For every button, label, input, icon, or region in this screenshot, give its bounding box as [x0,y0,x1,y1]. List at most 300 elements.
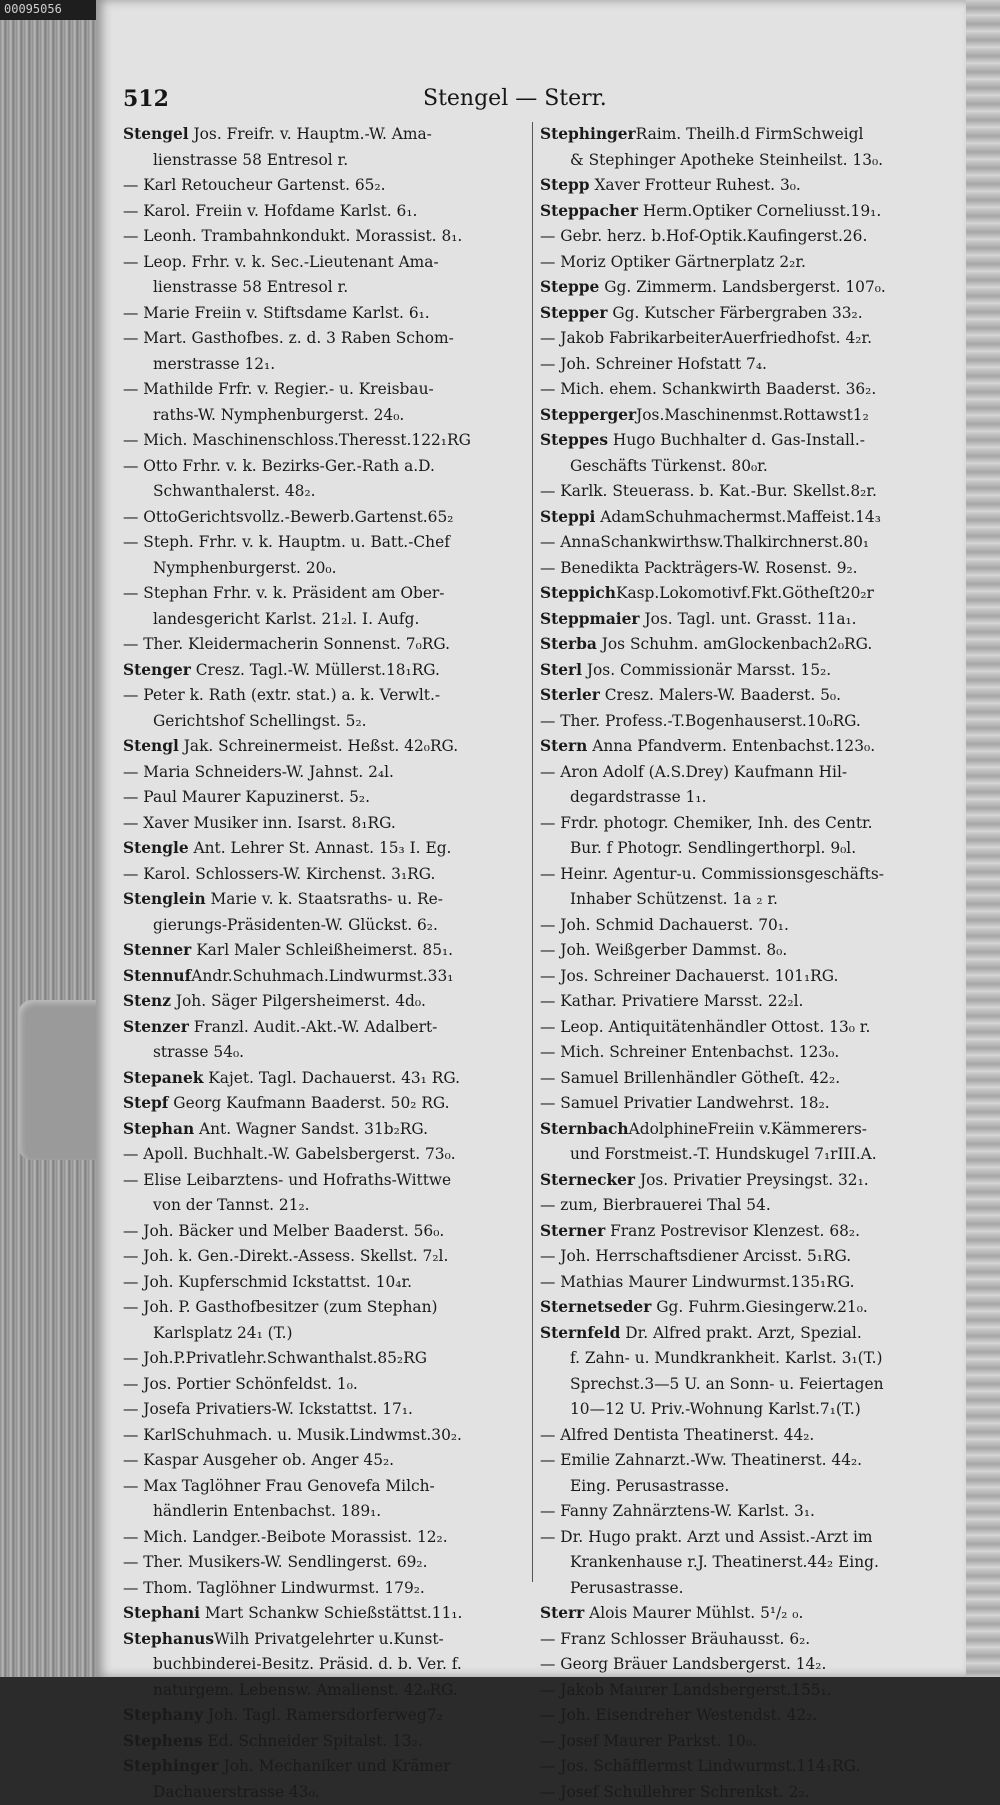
entry-text: f. Zahn- u. Mundkrankheit. Karlst. 3₁(T.) [570,1349,883,1367]
entry-text: Perusastrasse. [570,1579,684,1597]
entry-text: Jos Schuhm. amGlockenbach2₀RG. [597,635,872,653]
entry-text: — Joh. Eisendreher Westendst. 42₂. [540,1706,817,1724]
surname-heading: Stephanus [123,1630,214,1648]
directory-entry-line [123,1219,538,1245]
directory-entry-line [540,862,945,888]
entry-text: — Mathilde Frfr. v. Regier.- u. Kreisbau- [123,380,434,398]
surname-heading: Stenner [123,941,191,959]
entry-text: — Karol. Freiin v. Hofdame Karlst. 6₁. [123,202,417,220]
entry-text: strasse 54₀. [153,1043,244,1061]
surname-heading: Stennuf [123,967,191,985]
entry-text: — Max Taglöhner Frau Genovefa Milch- [123,1477,435,1495]
directory-entry-line [540,760,945,786]
directory-entry-line [540,632,945,658]
directory-entry-line [123,1627,538,1653]
directory-entry-line [540,479,945,505]
entry-text: Geschäfts Türkenst. 80₀r. [570,457,768,475]
entry-text: Kajet. Tagl. Dachauerst. 43₁ RG. [203,1069,460,1087]
entry-text: — Ther. Musikers-W. Sendlingerst. 69₂. [123,1553,427,1571]
entry-text: Herm.Optiker Corneliusst.19₁. [638,202,881,220]
directory-entry-line [540,1040,945,1066]
entry-text: — Jos. Portier Schönfeldst. 1₀. [123,1375,358,1393]
directory-entry-line [540,1448,945,1474]
directory-entry-line [123,428,538,454]
surname-heading: Sterl [540,661,582,679]
entry-text: Wilh Privatgelehrter u.Kunst- [214,1630,444,1648]
entry-text: — KarlSchuhmach. u. Musik.Lindwmst.30₂. [123,1426,462,1444]
entry-text: — Jakob Maurer Landsbergerst.155₁. [540,1681,832,1699]
directory-entry-line [123,1780,538,1805]
entry-text: — Paul Maurer Kapuzinerst. 5₂. [123,788,370,806]
directory-entry-line [540,403,945,429]
directory-entry-line [123,938,538,964]
directory-entry-line [540,989,945,1015]
directory-entry-line [540,199,945,225]
entry-text: Jos. Commissionär Marsst. 15₂. [582,661,831,679]
entry-text: — Elise Leibarztens- und Hofraths-Wittwe [123,1171,451,1189]
entry-text: — Samuel Privatier Landwehrst. 18₂. [540,1094,830,1112]
directory-entry-line [123,1346,538,1372]
entry-text: — Alfred Dentista Theatinerst. 44₂. [540,1426,814,1444]
entry-text: — Joh. P. Gasthofbesitzer (zum Stephan) [123,1298,438,1316]
directory-entry-line [123,1168,538,1194]
entry-text: — Joh. Bäcker und Melber Baaderst. 56₀. [123,1222,444,1240]
entry-text: 10—12 U. Priv.-Wohnung Karlst.7₁(T.) [570,1400,861,1418]
entry-text: landesgericht Karlst. 21₂l. I. Aufg. [153,610,419,628]
directory-entry-line [123,811,538,837]
directory-entry-line [123,607,538,633]
directory-entry-line [540,556,945,582]
directory-entry-line [540,1372,945,1398]
entry-text: Gerichtshof Schellingst. 5₂. [153,712,367,730]
directory-entry-line [123,862,538,888]
surname-heading: Stenglein [123,890,206,908]
directory-entry-line [540,1015,945,1041]
directory-entry-line [123,1499,538,1525]
directory-entry-line [540,148,945,174]
entry-text: Cresz. Tagl.-W. Müllerst.18₁RG. [191,661,440,679]
entry-text: Karlsplatz 24₁ (T.) [153,1324,293,1342]
directory-entry-line [540,1780,945,1805]
surname-heading: Sternetseder [540,1298,651,1316]
directory-entry-line [123,785,538,811]
entry-text: Dachauerstrasse 43₀. [153,1783,320,1801]
entry-text: — Heinr. Agentur-u. Commissionsgeschäfts- [540,865,884,883]
directory-entry-line [540,275,945,301]
directory-entry-line [123,1117,538,1143]
entry-text: lienstrasse 58 Entresol r. [153,278,348,296]
directory-entry-line [123,403,538,429]
directory-entry-line [123,1270,538,1296]
directory-entry-line [540,964,945,990]
entry-text: Franzl. Audit.-Akt.-W. Adalbert- [189,1018,437,1036]
entry-text: Gg. Zimmerm. Landsbergerst. 107₀. [599,278,885,296]
surname-heading: Sternfeld [540,1324,620,1342]
directory-entry-line [540,683,945,709]
directory-entry-line [123,530,538,556]
directory-entry-line [123,1423,538,1449]
surname-heading: Stern [540,737,587,755]
book-tab [18,1000,108,1160]
directory-entry-line [540,938,945,964]
directory-entry-line [123,734,538,760]
entry-text: Nymphenburgerst. 20₀. [153,559,337,577]
directory-entry-line [540,530,945,556]
directory-entry-line [540,785,945,811]
entry-text: Andr.Schuhmach.Lindwurmst.33₁ [191,967,453,985]
entry-text: Bur. f Photogr. Sendlingerthorpl. 9₀l. [570,839,856,857]
directory-entry-line [123,1576,538,1602]
surname-heading: Stephens [123,1732,203,1750]
directory-entry-line [123,1321,538,1347]
directory-entry-line [540,1729,945,1755]
directory-entry-line [123,275,538,301]
directory-entry-line [540,301,945,327]
surname-heading: Stepf [123,1094,168,1112]
directory-entry-line [123,1525,538,1551]
entry-text: Ant. Lehrer St. Annast. 15₃ I. Eg. [189,839,452,857]
entry-text: buchbinderei-Besitz. Präsid. d. b. Ver. f. [153,1655,462,1673]
entry-text: — Stephan Frhr. v. k. Präsident am Ober- [123,584,444,602]
entry-text: Ant. Wagner Sandst. 31b₂RG. [194,1120,428,1138]
directory-entry-line [123,199,538,225]
entry-text: — Josef Maurer Parkst. 10₀. [540,1732,757,1750]
entry-text: Jak. Schreinermeist. Heßst. 42₀RG. [179,737,458,755]
entry-text: Alois Maurer Mühlst. 5¹/₂ ₀. [584,1604,803,1622]
entry-text: Joh. Mechaniker und Krämer [219,1757,451,1775]
directory-entry-line [123,326,538,352]
entry-text: Gg. Fuhrm.Giesingerw.21₀. [651,1298,867,1316]
directory-entry-line [540,1193,945,1219]
entry-text: — Kathar. Privatiere Marsst. 22₂l. [540,992,803,1010]
surname-heading: Sternbach [540,1120,629,1138]
entry-text: Karl Maler Schleißheimerst. 85₁. [191,941,453,959]
directory-entry-line [540,326,945,352]
directory-entry-line [540,607,945,633]
entry-text: — Joh. Kupferschmid Ickstattst. 10₄r. [123,1273,412,1291]
entry-text: Mart Schankw Schießstättst.11₁. [200,1604,462,1622]
directory-entry-line [540,887,945,913]
surname-heading: Steppacher [540,202,638,220]
directory-entry-line [123,1754,538,1780]
directory-entry-line [540,1754,945,1780]
entry-text: — Jos. Schäfflermst Lindwurmst.114₁RG. [540,1757,860,1775]
directory-entry-line [540,1270,945,1296]
entry-text: — Mich. Maschinenschloss.Theresst.122₁RG [123,431,471,449]
directory-entry-line [540,1474,945,1500]
directory-entry-line [123,1142,538,1168]
entry-text: Cresz. Malers-W. Baaderst. 5₀. [600,686,841,704]
entry-text: — Otto Frhr. v. k. Bezirks-Ger.-Rath a.D. [123,457,435,475]
entry-text: — Benedikta Packträgers-W. Rosenst. 9₂. [540,559,858,577]
entry-text: — Jos. Schreiner Dachauerst. 101₁RG. [540,967,838,985]
entry-text: — Karlk. Steuerass. b. Kat.-Bur. Skellst.8₂r. [540,482,877,500]
entry-text: — Leop. Frhr. v. k. Sec.-Lieutenant Ama- [123,253,439,271]
directory-entry-line [123,1295,538,1321]
entry-text: Jos. Freifr. v. Hauptm.-W. Ama- [189,125,432,143]
entry-text: — Joh. Weißgerber Dammst. 8₀. [540,941,787,959]
entry-text: Ed. Schneider Spitalst. 13₂. [203,1732,423,1750]
entry-text: Inhaber Schützenst. 1a ₂ r. [570,890,778,908]
surname-heading: Sterner [540,1222,605,1240]
directory-entry-line [123,1448,538,1474]
directory-entry-line [123,352,538,378]
entry-text: — Ther. Profess.-T.Bogenhauserst.10₀RG. [540,712,861,730]
directory-entry-line [123,964,538,990]
entry-text: Krankenhause r.J. Theatinerst.44₂ Eing. [570,1553,879,1571]
directory-entry-line [123,1397,538,1423]
directory-entry-line [540,1601,945,1627]
directory-entry-line [123,479,538,505]
directory-entry-line [123,1601,538,1627]
directory-entry-line [123,1652,538,1678]
directory-entry-line [123,173,538,199]
entry-text: Dr. Alfred prakt. Arzt, Spezial. [620,1324,861,1342]
entry-text: — Peter k. Rath (extr. stat.) a. k. Verwlt.- [123,686,440,704]
directory-entry-line [123,683,538,709]
entry-text: — Frdr. photogr. Chemiker, Inh. des Centr. [540,814,873,832]
entry-text: — Franz Schlosser Bräuhausst. 6₂. [540,1630,810,1648]
surname-heading: Steppmaier [540,610,640,628]
directory-entry-line [123,1474,538,1500]
entry-text: — Fanny Zahnärztens-W. Karlst. 3₁. [540,1502,815,1520]
entry-text: — Karol. Schlossers-W. Kirchenst. 3₁RG. [123,865,435,883]
directory-entry-line [123,709,538,735]
scan-id-label: 00095056 [0,0,110,20]
entry-text: — Jakob FabrikarbeiterAuerfriedhofst. 4₂r. [540,329,872,347]
directory-entry-line [540,1423,945,1449]
directory-entry-line [123,1193,538,1219]
surname-heading: Stephani [123,1604,200,1622]
surname-heading: Stephinger [123,1757,219,1775]
entry-text: Joh. Säger Pilgersheimerst. 4d₀. [171,992,426,1010]
entry-text: — AnnaSchankwirthsw.Thalkirchnerst.80₁ [540,533,869,551]
entry-text: — Leop. Antiquitätenhändler Ottost. 13₀ r. [540,1018,870,1036]
directory-entry-line [123,836,538,862]
directory-entry-line [123,556,538,582]
directory-entry-line [123,1703,538,1729]
entry-text: & Stephinger Apotheke Steinheilst. 13₀. [570,151,883,169]
column-divider [532,122,533,1582]
directory-entry-line [540,581,945,607]
page-stack-edge [0,0,110,1677]
entry-text: Schwanthalerst. 48₂. [153,482,316,500]
directory-entry-line [540,1397,945,1423]
directory-entry-line [123,1244,538,1270]
directory-entry-line [123,989,538,1015]
directory-entry-line [123,1040,538,1066]
entry-text: gierungs-Präsidenten-W. Glückst. 6₂. [153,916,438,934]
entry-text: Marie v. k. Staatsraths- u. Re- [206,890,443,908]
page-number: 512 [123,86,169,112]
entry-text: — Mathias Maurer Lindwurmst.135₁RG. [540,1273,854,1291]
directory-entry-line [540,709,945,735]
directory-entry-line [540,1652,945,1678]
directory-entry-line [540,1550,945,1576]
page-right-bleed [966,0,1000,1677]
directory-entry-line [540,377,945,403]
entry-text: degardstrasse 1₁. [570,788,706,806]
entry-text: Sprechst.3—5 U. an Sonn- u. Feiertagen [570,1375,884,1393]
directory-entry-line [540,1142,945,1168]
surname-heading: Stengl [123,737,179,755]
surname-heading: Steppes [540,431,608,449]
directory-entry-line [123,250,538,276]
entry-text: — Apoll. Buchhalt.-W. Gabelsbergerst. 73₀. [123,1145,456,1163]
entry-text: — Emilie Zahnarzt.-Ww. Theatinerst. 44₂. [540,1451,862,1469]
directory-entry-line [540,1627,945,1653]
entry-text: — Dr. Hugo prakt. Arzt und Assist.-Arzt im [540,1528,873,1546]
entry-text: — Samuel Brillenhändler Götheſt. 42₂. [540,1069,840,1087]
directory-entry-line [540,250,945,276]
directory-entry-line [123,301,538,327]
entry-text: — Marie Freiin v. Stiftsdame Karlst. 6₁. [123,304,430,322]
entry-text: händlerin Entenbachst. 189₁. [153,1502,381,1520]
page-title: Stengel — Sterr. [423,86,607,111]
entry-text: Eing. Perusastrasse. [570,1477,729,1495]
directory-entry-line [540,913,945,939]
entry-text: — OttoGerichtsvollz.-Bewerb.Gartenst.65₂ [123,508,453,526]
surname-heading: Sterler [540,686,600,704]
entry-text: AdamSchuhmachermst.Maffeist.14₃ [595,508,881,526]
directory-entry-line [540,1346,945,1372]
entry-text: Jos. Tagl. unt. Grasst. 11a₁. [640,610,857,628]
directory-entry-line [123,1550,538,1576]
directory-entry-line [540,1091,945,1117]
directory-entry-line [540,1117,945,1143]
entry-text: — Mich. ehem. Schankwirth Baaderst. 36₂. [540,380,876,398]
entry-text: — Josef Schullehrer Schrenkst. 2₂. [540,1783,809,1801]
directory-entry-line [123,1729,538,1755]
entry-text: — zum, Bierbrauerei Thal 54. [540,1196,771,1214]
directory-entry-line [540,1219,945,1245]
entry-text: von der Tannst. 21₂. [153,1196,310,1214]
entry-text: — Aron Adolf (A.S.Drey) Kaufmann Hil- [540,763,847,781]
entry-text: Joh. Tagl. Ramersdorferweg7₂ [203,1706,443,1724]
entry-text: Kasp.Lokomotivf.Fkt.Götheſt20₂r [616,584,874,602]
directory-entry-line [540,1576,945,1602]
entry-text: lienstrasse 58 Entresol r. [153,151,348,169]
surname-heading: Steppe [540,278,599,296]
entry-text: — Karl Retoucheur Gartenst. 65₂. [123,176,386,194]
entry-text: raths-W. Nymphenburgerst. 24₀. [153,406,404,424]
entry-text: — Joh. Herrschaftsdiener Arcisst. 5₁RG. [540,1247,851,1265]
directory-entry-line [540,505,945,531]
directory-entry-line [123,1015,538,1041]
directory-entry-line [123,1066,538,1092]
directory-entry-line [540,836,945,862]
entry-text: — Mich. Landger.-Beibote Morassist. 12₂. [123,1528,448,1546]
entry-text: Anna Pfandverm. Entenbachst.123₀. [587,737,875,755]
directory-entry-line [540,658,945,684]
entry-text: — Steph. Frhr. v. k. Hauptm. u. Batt.-Chef [123,533,450,551]
page-header [123,86,943,118]
entry-text: und Forstmeist.-T. Hundskugel 7₁rIII.A. [570,1145,877,1163]
entry-text: — Gebr. herz. b.Hof-Optik.Kaufingerst.26. [540,227,867,245]
directory-entry-line [540,428,945,454]
directory-entry-line [540,1168,945,1194]
directory-entry-line [123,658,538,684]
entry-text: — Xaver Musiker inn. Isarst. 8₁RG. [123,814,396,832]
directory-entry-line [540,454,945,480]
entry-text: AdolphineFreiin v.Kämmerers- [629,1120,867,1138]
directory-entry-line [123,148,538,174]
left-column [123,122,538,1805]
directory-entry-line [123,454,538,480]
right-column [540,122,945,1805]
directory-entry-line [540,1295,945,1321]
surname-heading: Stepper [540,304,607,322]
surname-heading: Sterba [540,635,597,653]
surname-heading: Stenzer [123,1018,189,1036]
surname-heading: Stenz [123,992,171,1010]
directory-entry-line [123,581,538,607]
entry-text: — Moriz Optiker Gärtnerplatz 2₂r. [540,253,806,271]
directory-entry-line [540,1066,945,1092]
surname-heading: Stenger [123,661,191,679]
entry-text: — Thom. Taglöhner Lindwurmst. 179₂. [123,1579,425,1597]
directory-entry-line [540,173,945,199]
entry-text: — Ther. Kleidermacherin Sonnenst. 7₀RG. [123,635,450,653]
surname-heading: Stepp [540,176,590,194]
surname-heading: Stengel [123,125,189,143]
surname-heading: Steppich [540,584,616,602]
surname-heading: Stepperger [540,406,636,424]
directory-entry-line [123,887,538,913]
directory-entry-line [540,811,945,837]
entry-text: Gg. Kutscher Färbergraben 33₂. [607,304,862,322]
directory-entry-line [540,224,945,250]
directory-entry-line [123,1372,538,1398]
surname-heading: Steppi [540,508,595,526]
entry-text: — Mich. Schreiner Entenbachst. 123₀. [540,1043,839,1061]
directory-entry-line [123,913,538,939]
entry-text: — Leonh. Trambahnkondukt. Morassist. 8₁. [123,227,462,245]
entry-text: Georg Kaufmann Baaderst. 50₂ RG. [168,1094,449,1112]
surname-heading: Stepanek [123,1069,203,1087]
entry-text: Raim. Theilh.d FirmSchweigl [636,125,864,143]
directory-entry-line [123,224,538,250]
surname-heading: Stephan [123,1120,194,1138]
directory-entry-line [123,505,538,531]
entry-text: Jos. Privatier Preysingst. 32₁. [635,1171,869,1189]
entry-text: — Josefa Privatiers-W. Ickstattst. 17₁. [123,1400,413,1418]
directory-entry-line [540,1525,945,1551]
surname-heading: Stephany [123,1706,203,1724]
entry-text: — Kaspar Ausgeher ob. Anger 45₂. [123,1451,394,1469]
entry-text: merstrasse 12₁. [153,355,275,373]
directory-entry-line [123,122,538,148]
entry-text: — Georg Bräuer Landsbergerst. 14₂. [540,1655,826,1673]
directory-entry-line [123,1678,538,1704]
entry-text: — Maria Schneiders-W. Jahnst. 2₄l. [123,763,394,781]
surname-heading: Sterr [540,1604,584,1622]
surname-heading: Sternecker [540,1171,635,1189]
directory-entry-line [540,1499,945,1525]
directory-entry-line [540,734,945,760]
directory-entry-line [540,1244,945,1270]
entry-text: — Joh. Schmid Dachauerst. 70₁. [540,916,789,934]
directory-entry-line [123,760,538,786]
directory-entry-line [540,1321,945,1347]
directory-entry-line [123,632,538,658]
entry-text: — Mart. Gasthofbes. z. d. 3 Raben Schom- [123,329,454,347]
entry-text: Franz Postrevisor Klenzest. 68₂. [605,1222,860,1240]
surname-heading: Stengle [123,839,189,857]
directory-entry-line [540,352,945,378]
entry-text: — Joh.P.Privatlehr.Schwanthalst.85₂RG [123,1349,427,1367]
entry-text: Hugo Buchhalter d. Gas-Install.- [608,431,865,449]
